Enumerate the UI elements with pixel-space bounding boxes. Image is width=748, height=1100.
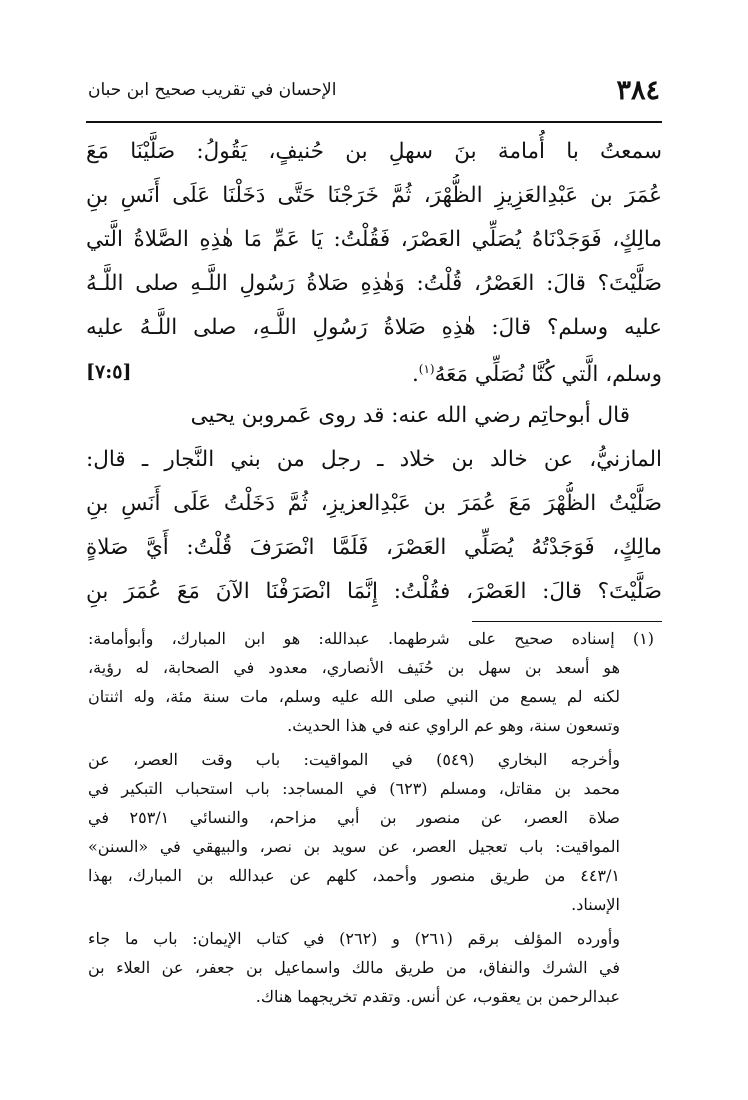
text-line: عليه وسلم؟ قالَ: هٰذِهِ صَلاةُ رَسُولِ اللَّـهِ، صلى اللَّـهُ عليه — [86, 315, 662, 340]
footnote-line: هو أسعد بن سهل بن حُنَيف الأنصاري، معدود في الصحابة، له رؤية، — [88, 658, 621, 677]
footnote-line: محمد بن مقاتل، ومسلم (٦٢٣) في المساجد: باب استحباب التبكير في — [88, 779, 620, 798]
hadith-reference: [٧:٥] — [86, 361, 132, 383]
running-title: الإحسان في تقريب صحيح ابن حبان — [88, 80, 337, 100]
page-header — [88, 70, 660, 110]
footnote-text: إسناده صحيح على شرطهما. عبدالله: هو ابن المبارك، وأبوأمامة: — [88, 629, 615, 648]
text-line: عُمَرَ بن عَبْدِالعَزِيزِ الظُّهْرَ، ثُمَّ خَرَجْنَا حَتَّى دَخَلْنَا عَلَى أَنَسِ بنِ — [86, 183, 662, 208]
text-line: صَلَّيْتُ الظُّهْرَ مَعَ عُمَرَ بن عَبْدِالعزيزِ، ثُمَّ دَخَلْتُ عَلَى أَنَسِ بنِ — [86, 491, 662, 516]
text-line: صَلَّيْتَ؟ قالَ: العَصْرَ، فقُلْتُ: إِنَّمَا انْصَرَفْنَا الآنَ مَعَ عُمَرَ بنِ — [86, 579, 662, 604]
footnotes — [88, 624, 654, 1011]
footnote-line: وأورده المؤلف برقم (٢٦١) و (٢٦٢) في كتاب الإيمان: باب ما جاء — [88, 929, 621, 948]
main-text — [86, 130, 662, 614]
footnote-line: وتسعون سنة، وهو عم الراوي عنه في هذا الحديث. — [287, 716, 620, 735]
footnote-line: المواقيت: باب تعجيل العصر، عن سويد بن نصر، والبيهقي في «السنن» — [88, 837, 620, 856]
footnote-line: لكنه لم يسمع من النبي صلى الله عليه وسلم، مات سنة مئة، وله اثنتان — [88, 687, 620, 706]
footnote-line: الإسناد. — [571, 895, 620, 914]
text-line: مالِكٍ، فَوَجَدْنَاهُ يُصَلِّي العَصْرَ، فَقُلْتُ: يَا عَمِّ مَا هٰذِهِ الصَّلاةُ الَّتي — [86, 227, 662, 252]
footnote-number: (١) — [632, 629, 654, 648]
footnote-line: وأخرجه البخاري (٥٤٩) في المواقيت: باب وقت العصر، عن — [88, 750, 620, 769]
footnote-line — [88, 624, 654, 653]
text-line: صَلَّيْتَ؟ قالَ: العَصْرُ، قُلْتُ: وَهٰذِهِ صَلاةُ رَسُولِ اللَّـهِ صلى اللَّـهُ — [86, 271, 662, 296]
page-number: ٣٨٤ — [616, 74, 660, 106]
text-line: المازنيُّ، عن خالد بن خلاد ـ رجل من بني النَّجار ـ قال: — [86, 447, 662, 472]
text-line: سمعتُ با أُمامة بنَ سهلِ بن حُنيفٍ، يَقُولُ: صَلَّيْنَا مَعَ — [86, 139, 662, 164]
text-line-end: وسلم، الَّتي كُنَّا نُصَلِّي مَعَهُ$^{(١)}$. — [411, 361, 662, 388]
header-rule — [86, 121, 662, 123]
footnote-marker: (١) — [418, 361, 435, 376]
footnote-line: صلاة العصر، عن منصور بن أبي مزاحم، والنسائي ٢٥٣/١ في — [88, 808, 620, 827]
footnote-separator — [472, 621, 662, 622]
footnote-line: في الشرك والنفاق، من طريق مالك واسماعيل بن جعفر، عن العلاء بن — [88, 958, 620, 977]
text-line: مالِكٍ، فَوَجَدْتُهُ يُصَلِّي العَصْرَ، فَلَمَّا انْصَرَفَ قُلْتُ: أَيَّ صَلاةٍ — [86, 535, 662, 560]
footnote-line: ٤٤٣/١ من طريق منصور وأحمد، كلهم عن عبدالله بن المبارك، بهذا — [88, 866, 620, 885]
footnote-line: عبدالرحمن بن يعقوب، عن أنس. وتقدم تخريجهما هناك. — [255, 987, 620, 1006]
text-line: قال أبوحاتِم رضي الله عنه: قد روى عَمروبن يحيى — [190, 403, 630, 428]
text-line-with-reference — [86, 350, 662, 394]
